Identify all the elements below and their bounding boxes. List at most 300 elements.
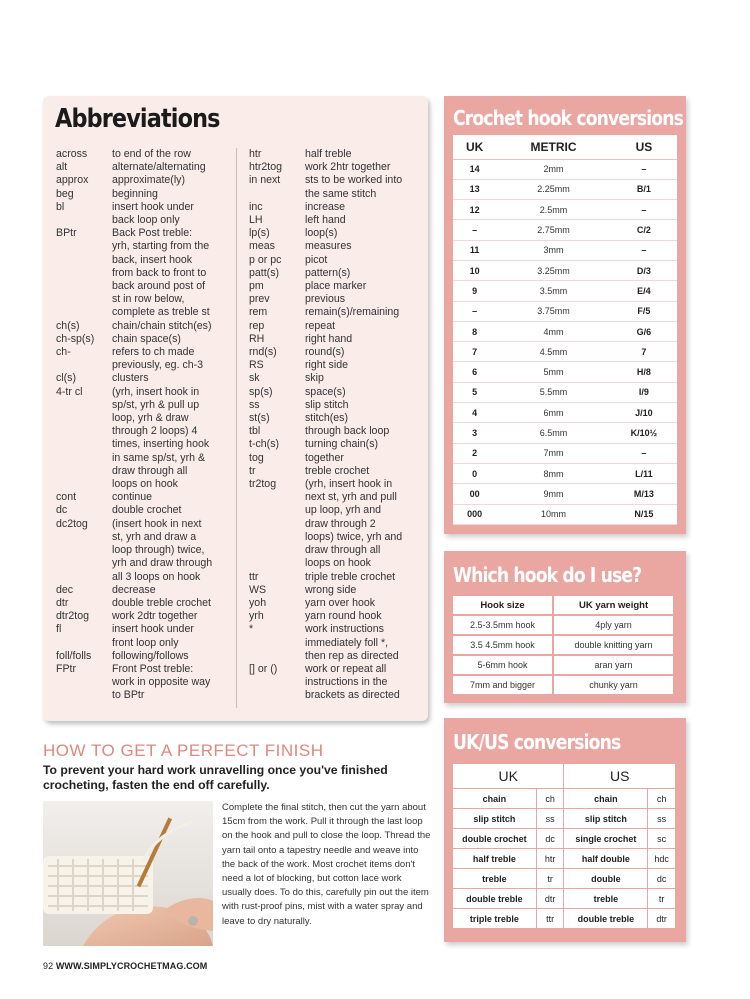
- metric-size-cell: 6.5mm: [496, 423, 611, 443]
- ukus-row: [453, 909, 675, 928]
- uk-term-cell: half treble: [453, 849, 536, 868]
- abbreviation-term: rem: [249, 306, 268, 319]
- abbreviation-row: [249, 689, 424, 702]
- abbreviation-meaning: work 2htr together: [305, 161, 391, 174]
- us-term-cell: treble: [564, 889, 647, 908]
- abbreviation-term: ch(s): [56, 319, 80, 332]
- abbreviation-row: [249, 254, 424, 267]
- abbreviation-term: [56, 478, 112, 491]
- us-size-cell: M/13: [611, 484, 677, 504]
- ukus-panel: [444, 718, 686, 942]
- uk-term-cell: triple treble: [453, 909, 536, 928]
- uk-size-cell: 7: [453, 342, 496, 362]
- abbreviation-meaning: complete as treble st: [112, 306, 210, 319]
- abbreviation-row: [249, 438, 424, 451]
- metric-size-cell: 2.25mm: [496, 179, 611, 199]
- abbreviation-meaning: previously, eg. ch-3: [112, 359, 204, 372]
- abbreviation-term: dc: [56, 504, 68, 517]
- ukus-row: [453, 809, 675, 828]
- us-size-cell: D/3: [611, 260, 677, 280]
- us-abbr-cell: hdc: [648, 849, 675, 868]
- abbreviation-meaning: approximate(ly): [112, 174, 186, 187]
- abbreviation-row: [249, 531, 424, 544]
- abbreviation-term: [56, 359, 112, 372]
- uk-abbr-cell: htr: [537, 849, 564, 868]
- abbreviation-meaning: through 2 loops) 4: [112, 425, 198, 438]
- abbreviation-term: dc2tog: [56, 517, 88, 530]
- abbreviation-row: [56, 201, 236, 214]
- hook-row: [453, 321, 677, 341]
- abbreviation-meaning: st in row below,: [112, 293, 185, 306]
- uk-abbr-cell: tr: [537, 869, 564, 888]
- abbreviation-term: [56, 399, 112, 412]
- metric-size-cell: 4.5mm: [496, 342, 611, 362]
- abbreviation-row: [56, 663, 236, 676]
- abbreviation-meaning: beginning: [112, 187, 158, 200]
- abbreviation-meaning: draw through 2: [305, 517, 376, 530]
- abbreviation-meaning: decrease: [112, 583, 156, 596]
- abbreviation-row: [56, 531, 236, 544]
- abbreviation-row: [249, 188, 424, 201]
- abbreviation-term: 4-tr cl: [56, 385, 83, 398]
- uk-size-cell: 6: [453, 362, 496, 382]
- abbreviation-term: FPtr: [56, 662, 77, 675]
- abbreviation-term: cont: [56, 491, 77, 504]
- abbreviation-row: [56, 518, 236, 531]
- uk-size-cell: 14: [453, 159, 496, 179]
- abbreviation-term: tr2tog: [249, 478, 277, 491]
- hook-size-cell: 7mm and bigger: [453, 676, 552, 694]
- abbreviation-meaning: sts to be worked into: [305, 174, 403, 187]
- abbreviation-term: LH: [249, 214, 263, 227]
- uk-abbr-cell: ss: [537, 809, 564, 828]
- abbreviation-term: alt: [56, 161, 68, 174]
- abbreviation-meaning: pattern(s): [305, 266, 351, 279]
- abbreviation-meaning: yrh, starting from the: [112, 240, 210, 253]
- abbreviation-row: [56, 188, 236, 201]
- us-abbr-cell: tr: [648, 889, 675, 908]
- abbreviation-term: tbl: [249, 425, 261, 438]
- uk-size-cell: 8: [453, 321, 496, 341]
- abbreviation-row: [249, 650, 424, 663]
- header-us: US: [564, 764, 675, 788]
- us-size-cell: K/10½: [611, 423, 677, 443]
- us-term-cell: double treble: [564, 909, 647, 928]
- abbreviation-term: [56, 254, 112, 267]
- abbreviation-term: [56, 425, 112, 438]
- abbreviation-term: ss: [249, 398, 260, 411]
- abbreviation-term: foll/folls: [56, 649, 92, 662]
- abbreviation-term: [] or (): [249, 662, 278, 675]
- abbreviation-meaning: right side: [305, 359, 348, 372]
- abbreviation-meaning: double treble crochet: [112, 596, 211, 609]
- abbreviation-term: rep: [249, 319, 265, 332]
- us-size-cell: –: [611, 240, 677, 260]
- abbreviation-meaning: increase: [305, 200, 346, 213]
- abbreviation-meaning: loops) twice, yrh and: [305, 530, 403, 543]
- abbreviation-row: [249, 346, 424, 359]
- abbreviation-term: [56, 465, 112, 478]
- yarn-weight-cell: 4ply yarn: [554, 616, 673, 634]
- abbreviation-row: [249, 333, 424, 346]
- us-abbr-cell: dtr: [648, 909, 675, 928]
- us-abbr-cell: dc: [648, 869, 675, 888]
- abbreviation-row: [249, 571, 424, 584]
- abbreviation-meaning: yarn round hook: [305, 610, 382, 623]
- abbreviation-meaning: st, yrh and draw a: [112, 530, 197, 543]
- abbreviation-term: ch-: [56, 346, 71, 359]
- which-hook-row: [453, 616, 673, 634]
- column-divider: [236, 148, 237, 708]
- abbreviation-term: [56, 544, 112, 557]
- abbreviation-meaning: refers to ch made: [112, 346, 195, 359]
- metric-size-cell: 5mm: [496, 362, 611, 382]
- abbreviation-meaning: the same stitch: [305, 187, 377, 200]
- hook-row: [453, 240, 677, 260]
- abbreviation-term: RS: [249, 359, 264, 372]
- abbreviation-meaning: instructions in the: [305, 676, 388, 689]
- abbreviation-meaning: work instructions: [305, 623, 384, 636]
- abbreviation-term: tr: [249, 464, 256, 477]
- metric-size-cell: 8mm: [496, 463, 611, 483]
- us-size-cell: C/2: [611, 220, 677, 240]
- abbreviation-term: approx: [56, 174, 89, 187]
- abbreviation-row: [56, 557, 236, 570]
- abbreviation-row: [249, 386, 424, 399]
- abbreviation-meaning: left hand: [305, 214, 346, 227]
- abbreviation-meaning: wrong side: [305, 583, 357, 596]
- hook-row: [453, 362, 677, 382]
- abbreviation-term: [249, 518, 305, 531]
- abbreviation-row: [249, 161, 424, 174]
- which-hook-panel: [444, 551, 686, 703]
- abbreviation-term: [249, 689, 305, 702]
- abbreviation-meaning: loop(s): [305, 227, 338, 240]
- perfect-finish-body: Complete the final stitch, then cut the yarn about 15cm from the work. Pull it through the last loop on the hook and pull to close the loop. Thread the yarn tail onto a tapestry needle and weave into the back of the work. Most crochet items don't need a lot of blocking, but cotton lace work usually does. To do this, carefully pin out the item with rust-proof pins, mist with a water spray and leave to dry naturally.: [222, 802, 431, 927]
- uk-size-cell: 000: [453, 504, 496, 524]
- abbreviation-meaning: previous: [305, 293, 346, 306]
- abbreviation-meaning: all 3 loops on hook: [112, 570, 201, 583]
- uk-abbr-cell: dtr: [537, 889, 564, 908]
- abbreviation-meaning: yrh and draw through: [112, 557, 213, 570]
- abbreviation-meaning: turning chain(s): [305, 438, 379, 451]
- abbreviation-meaning: back around post of: [112, 280, 206, 293]
- us-size-cell: F/5: [611, 301, 677, 321]
- abbreviation-meaning: draw through all: [112, 464, 188, 477]
- us-size-cell: N/15: [611, 504, 677, 524]
- us-term-cell: double: [564, 869, 647, 888]
- uk-size-cell: 3: [453, 423, 496, 443]
- abbreviation-meaning: following/follows: [112, 649, 189, 662]
- header-uk: UK: [453, 135, 496, 159]
- hook-row: [453, 423, 677, 443]
- abbreviations-column-right: [249, 148, 424, 703]
- ukus-row: [453, 789, 675, 808]
- abbreviation-term: ttr: [249, 570, 259, 583]
- abbreviation-row: [249, 465, 424, 478]
- abbreviation-row: [249, 399, 424, 412]
- hook-row: [453, 403, 677, 423]
- us-size-cell: J/10: [611, 403, 677, 423]
- abbreviation-meaning: work 2dtr together: [112, 610, 198, 623]
- abbreviation-row: [249, 201, 424, 214]
- metric-size-cell: 10mm: [496, 504, 611, 524]
- hook-row: [453, 159, 677, 179]
- page-number: 92: [43, 961, 56, 971]
- abbreviation-meaning: work in opposite way: [112, 676, 211, 689]
- metric-size-cell: 4mm: [496, 321, 611, 341]
- abbreviation-row: [56, 452, 236, 465]
- abbreviation-row: [56, 425, 236, 438]
- abbreviation-term: dec: [56, 583, 74, 596]
- abbreviation-meaning: repeat: [305, 319, 336, 332]
- uk-size-cell: 10: [453, 260, 496, 280]
- uk-abbr-cell: ttr: [537, 909, 564, 928]
- abbreviation-meaning: draw through all: [305, 544, 381, 557]
- hook-row: [453, 504, 677, 524]
- uk-abbr-cell: ch: [537, 789, 564, 808]
- abbreviation-term: [249, 676, 305, 689]
- uk-size-cell: 0: [453, 463, 496, 483]
- abbreviation-meaning: place marker: [305, 280, 367, 293]
- abbreviation-meaning: measures: [305, 240, 352, 253]
- abbreviation-term: pm: [249, 280, 264, 293]
- abbreviation-meaning: (insert hook in next: [112, 517, 202, 530]
- abbreviation-meaning: to BPtr: [112, 689, 145, 702]
- abbreviation-meaning: space(s): [305, 385, 346, 398]
- hook-conversions-table: [453, 135, 677, 525]
- hook-row: [453, 443, 677, 463]
- abbreviation-row: [56, 293, 236, 306]
- uk-size-cell: 2: [453, 443, 496, 463]
- abbreviation-row: [249, 544, 424, 557]
- abbreviation-meaning: work or repeat all: [305, 662, 387, 675]
- abbreviation-row: [56, 676, 236, 689]
- metric-size-cell: 5.5mm: [496, 382, 611, 402]
- us-size-cell: –: [611, 200, 677, 220]
- abbreviation-meaning: up loop, yrh and: [305, 504, 381, 517]
- which-hook-row: [453, 676, 673, 694]
- uk-size-cell: 13: [453, 179, 496, 199]
- abbreviation-row: [249, 425, 424, 438]
- abbreviation-row: [56, 544, 236, 557]
- metric-size-cell: 2.5mm: [496, 200, 611, 220]
- us-term-cell: half double: [564, 849, 647, 868]
- abbreviation-term: htr: [249, 148, 262, 160]
- abbreviation-meaning: together: [305, 451, 344, 464]
- abbreviation-row: [249, 504, 424, 517]
- abbreviation-term: [249, 531, 305, 544]
- abbreviation-term: beg: [56, 187, 74, 200]
- abbreviation-row: [249, 227, 424, 240]
- yarn-weight-cell: aran yarn: [554, 656, 673, 674]
- us-abbr-cell: ss: [648, 809, 675, 828]
- abbreviation-row: [56, 465, 236, 478]
- perfect-finish-lead: To prevent your hard work unravelling once you've finished crocheting, fasten the end off carefully.: [43, 763, 388, 792]
- uk-size-cell: 5: [453, 382, 496, 402]
- abbreviation-term: tog: [249, 451, 264, 464]
- abbreviation-meaning: sp/st, yrh & pull up: [112, 398, 200, 411]
- abbreviation-meaning: chain/chain stitch(es): [112, 319, 212, 332]
- ukus-row: [453, 869, 675, 888]
- uk-size-cell: 12: [453, 200, 496, 220]
- abbreviation-term: [56, 557, 112, 570]
- abbreviation-meaning: round(s): [305, 346, 345, 359]
- uk-abbr-cell: dc: [537, 829, 564, 848]
- abbreviation-term: RH: [249, 332, 265, 345]
- abbreviation-row: [249, 637, 424, 650]
- metric-size-cell: 3.75mm: [496, 301, 611, 321]
- abbreviation-term: meas: [249, 240, 275, 253]
- abbreviation-row: [56, 267, 236, 280]
- abbreviation-meaning: clusters: [112, 372, 149, 385]
- ukus-row: [453, 849, 675, 868]
- abbreviation-meaning: front loop only: [112, 636, 179, 649]
- abbreviation-row: [56, 571, 236, 584]
- abbreviation-row: [56, 346, 236, 359]
- abbreviation-term: WS: [249, 583, 267, 596]
- abbreviation-term: bl: [56, 200, 65, 213]
- metric-size-cell: 3mm: [496, 240, 611, 260]
- abbreviation-row: [56, 240, 236, 253]
- abbreviation-row: [249, 663, 424, 676]
- abbreviation-term: [56, 267, 112, 280]
- metric-size-cell: 2.75mm: [496, 220, 611, 240]
- abbreviation-term: [56, 214, 112, 227]
- abbreviation-row: [249, 676, 424, 689]
- abbreviation-meaning: loops on hook: [305, 557, 371, 570]
- metric-size-cell: 3.5mm: [496, 281, 611, 301]
- abbreviation-term: inc: [249, 200, 263, 213]
- abbreviation-meaning: half treble: [305, 148, 352, 160]
- us-term-cell: single crochet: [564, 829, 647, 848]
- abbreviation-meaning: skip: [305, 372, 324, 385]
- abbreviation-meaning: next st, yrh and pull: [305, 491, 397, 504]
- abbreviation-meaning: treble crochet: [305, 464, 370, 477]
- hook-row: [453, 179, 677, 199]
- ukus-table: [452, 763, 676, 929]
- abbreviation-term: [56, 689, 112, 702]
- hook-row: [453, 220, 677, 240]
- abbreviation-meaning: slip stitch: [305, 398, 349, 411]
- abbreviation-meaning: yarn over hook: [305, 596, 376, 609]
- abbreviation-term: [56, 280, 112, 293]
- abbreviation-meaning: insert hook under: [112, 623, 194, 636]
- abbreviation-term: st(s): [249, 412, 270, 425]
- abbreviation-row: [249, 557, 424, 570]
- uk-term-cell: double crochet: [453, 829, 536, 848]
- abbreviation-row: [56, 148, 236, 161]
- abbreviation-row: [249, 240, 424, 253]
- abbreviation-row: [56, 504, 236, 517]
- abbreviation-meaning: loop, yrh & draw: [112, 412, 189, 425]
- which-hook-row: [453, 636, 673, 654]
- abbreviation-row: [249, 412, 424, 425]
- abbreviation-row: [56, 333, 236, 346]
- abbreviations-panel: [43, 96, 428, 721]
- abbreviation-row: [56, 412, 236, 425]
- abbreviation-meaning: alternate/alternating: [112, 161, 206, 174]
- abbreviation-row: [56, 399, 236, 412]
- abbreviation-row: [249, 623, 424, 636]
- abbreviation-row: [249, 584, 424, 597]
- abbreviation-row: [249, 597, 424, 610]
- abbreviation-row: [56, 478, 236, 491]
- abbreviation-term: yoh: [249, 596, 267, 609]
- which-hook-row: [453, 656, 673, 674]
- abbreviation-row: [56, 386, 236, 399]
- header-uk: UK: [453, 764, 563, 788]
- abbreviation-term: fl: [56, 623, 62, 636]
- abbreviation-meaning: continue: [112, 491, 153, 504]
- abbreviation-meaning: brackets as directed: [305, 689, 400, 702]
- yarn-weight-cell: chunky yarn: [554, 676, 673, 694]
- us-size-cell: L/11: [611, 463, 677, 483]
- hook-size-cell: 3.5 4.5mm hook: [453, 636, 552, 654]
- abbreviation-meaning: times, inserting hook: [112, 438, 210, 451]
- us-size-cell: 7: [611, 342, 677, 362]
- abbreviation-term: [56, 438, 112, 451]
- abbreviation-row: [249, 148, 424, 161]
- abbreviation-term: across: [56, 148, 88, 160]
- hook-size-cell: 5-6mm hook: [453, 656, 552, 674]
- abbreviation-row: [249, 280, 424, 293]
- abbreviation-row: [249, 518, 424, 531]
- which-hook-title: Which hook do I use?: [453, 563, 642, 587]
- website-link[interactable]: WWW.SIMPLYCROCHETMAG.COM: [55, 961, 208, 971]
- abbreviation-term: [56, 293, 112, 306]
- abbreviation-term: cl(s): [56, 372, 77, 385]
- abbreviation-term: patt(s): [249, 266, 280, 279]
- abbreviation-row: [249, 174, 424, 187]
- hook-row: [453, 260, 677, 280]
- abbreviation-meaning: right hand: [305, 332, 353, 345]
- metric-size-cell: 2mm: [496, 159, 611, 179]
- abbreviation-row: [56, 689, 236, 702]
- abbreviation-term: p or pc: [249, 253, 282, 266]
- perfect-finish-title: HOW TO GET A PERFECT FINISH: [43, 741, 324, 760]
- abbreviation-term: t-ch(s): [249, 438, 280, 451]
- uk-size-cell: 9: [453, 281, 496, 301]
- abbreviation-term: dtr: [56, 596, 69, 609]
- uk-size-cell: 11: [453, 240, 496, 260]
- hook-row: [453, 382, 677, 402]
- which-hook-table: [451, 594, 675, 696]
- hook-row: [453, 281, 677, 301]
- abbreviation-meaning: Front Post treble:: [112, 662, 194, 675]
- abbreviation-row: [249, 452, 424, 465]
- us-term-cell: chain: [564, 789, 647, 808]
- abbreviation-meaning: insert hook under: [112, 200, 194, 213]
- abbreviation-term: [249, 557, 305, 570]
- hook-row: [453, 200, 677, 220]
- abbreviation-meaning: immediately foll *,: [305, 636, 389, 649]
- abbreviation-term: rnd(s): [249, 346, 277, 359]
- abbreviation-row: [56, 214, 236, 227]
- uk-term-cell: double treble: [453, 889, 536, 908]
- abbreviation-meaning: in same sp/st, yrh &: [112, 451, 206, 464]
- abbreviation-row: [249, 478, 424, 491]
- abbreviation-row: [56, 372, 236, 385]
- hook-row: [453, 342, 677, 362]
- uk-term-cell: slip stitch: [453, 809, 536, 828]
- abbreviation-row: [56, 610, 236, 623]
- abbreviation-meaning: picot: [305, 253, 328, 266]
- header-us: US: [611, 135, 677, 159]
- abbreviation-term: prev: [249, 293, 270, 306]
- abbreviation-row: [56, 623, 236, 636]
- abbreviation-row: [249, 491, 424, 504]
